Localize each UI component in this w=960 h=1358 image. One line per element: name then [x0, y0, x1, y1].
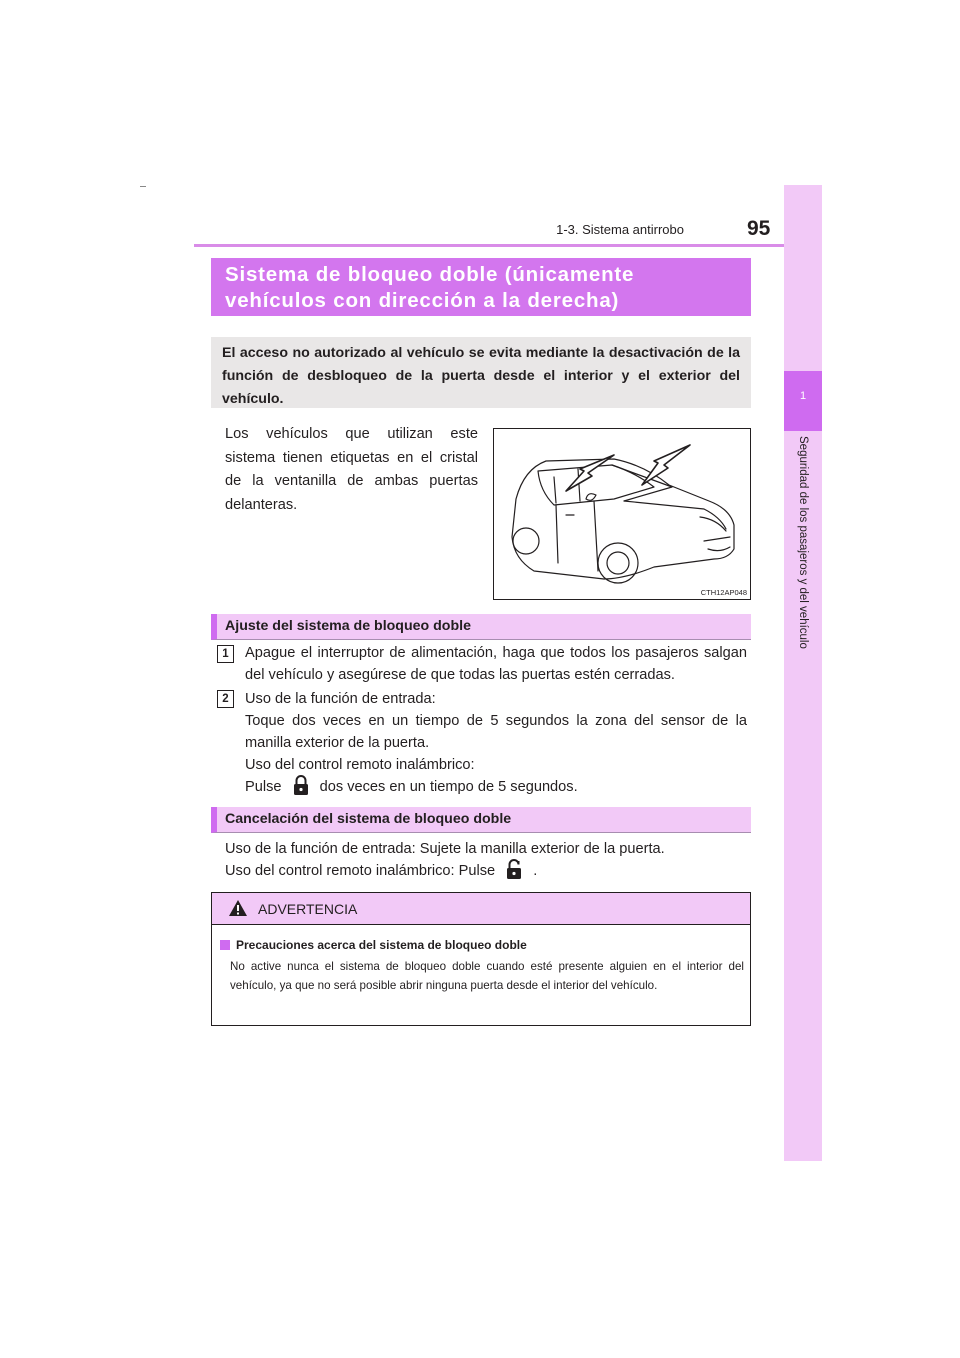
bullet-square-icon [220, 940, 230, 950]
warning-subtitle [220, 938, 527, 952]
step-number-badge: 2 [217, 690, 234, 708]
step-1-text: Apague el interruptor de alimentación, haga que todos los pasajeros salgan del vehículo y asegúrese de que todas las puertas estén cerradas. [245, 645, 747, 683]
car-drawing [494, 429, 750, 599]
step-2-text [245, 688, 747, 798]
cancel-line1: Uso de la función de entrada: Sujete la manilla exterior de la puerta. [225, 841, 665, 857]
car-illustration [493, 428, 751, 600]
cancel-line2 [225, 860, 745, 882]
section-heading-cancel: Cancelación del sistema de bloqueo doble [211, 807, 751, 833]
unlock-icon [499, 860, 529, 880]
warning-header [212, 893, 750, 925]
cancel-text [225, 838, 745, 882]
section-label: 1-3. Sistema antirrobo [556, 222, 684, 237]
step-2-line1: Uso de la función de entrada: [245, 691, 436, 707]
cancel-line2-after: . [533, 863, 538, 879]
intro-box: El acceso no autorizado al vehículo se evita mediante la desactivación de la función de desbloqueo de la puerta desde el interior y el exterior del vehículo. [211, 337, 751, 408]
main-heading [211, 258, 751, 316]
warning-triangle-icon [228, 899, 248, 917]
crop-mark [140, 186, 146, 187]
cancel-line2-before: Uso del control remoto inalámbrico: Pulse [225, 863, 496, 879]
step-2-line4-before: Pulse [245, 779, 282, 795]
page-number: 95 [747, 217, 771, 240]
step-2-line2: Toque dos veces en un tiempo de 5 segundos la zona del sensor de la manilla exterior de la puerta. [245, 713, 747, 751]
figure-code: CTH12AP048 [700, 588, 747, 597]
step-2-line4-after: dos veces en un tiempo de 5 segundos. [319, 779, 578, 795]
step-2-line4 [245, 776, 747, 798]
warning-box [211, 892, 751, 1026]
step-number-badge: 1 [217, 645, 234, 663]
body-text: Los vehículos que utilizan este sistema tienen etiquetas en el cristal de la ventanilla de ambas puertas delanteras. [225, 426, 478, 513]
chapter-title: Seguridad de los pasajeros y del vehículo [797, 436, 809, 649]
main-heading-line1: Sistema de bloqueo doble (únicamente [225, 263, 635, 286]
step-2-line3: Uso del control remoto inalámbrico: [245, 757, 475, 773]
header-rule [194, 244, 822, 247]
warning-title: ADVERTENCIA [258, 901, 358, 917]
lock-icon [286, 776, 316, 796]
warning-subtitle-text: Precauciones acerca del sistema de bloqueo doble [236, 938, 527, 952]
warning-body: No active nunca el sistema de bloqueo doble cuando esté presente alguien en el interior del vehículo, ya que no será posible abrir ninguna puerta desde el interior del vehículo. [230, 960, 744, 992]
main-heading-line2: vehículos con dirección a la derecha) [225, 289, 620, 312]
section-heading-setup: Ajuste del sistema de bloqueo doble [211, 614, 751, 640]
chapter-number: 1 [799, 390, 807, 402]
